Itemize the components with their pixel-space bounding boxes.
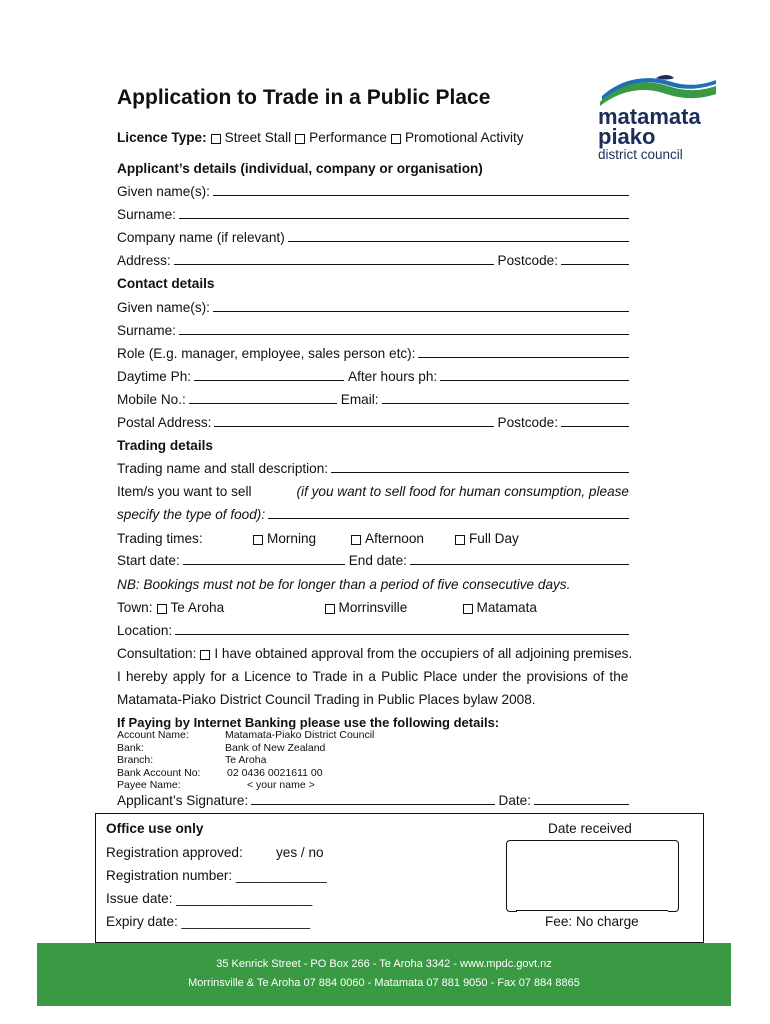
trading-times-row [117, 526, 629, 546]
street-stall-checkbox[interactable] [211, 134, 221, 144]
signature-label: Applicant’s Signature: [117, 793, 249, 808]
banking-details [117, 729, 374, 792]
postcode-label: Postcode: [497, 253, 558, 268]
approved-label: Registration approved: [106, 845, 243, 860]
company-field[interactable] [288, 240, 629, 242]
afternoon-label: Afternoon [365, 531, 424, 546]
signature-date-label: Date: [498, 793, 531, 808]
contact-surname-label: Surname: [117, 323, 176, 338]
date-stamp-bracket-left [506, 840, 517, 912]
mobile-label: Mobile No.: [117, 392, 186, 407]
date-stamp-bracket-right [668, 840, 679, 912]
morning-checkbox[interactable] [253, 535, 263, 545]
fullday-checkbox[interactable] [455, 535, 465, 545]
contact-given-label: Given name(s): [117, 300, 210, 315]
contact-postcode-field[interactable] [561, 425, 629, 427]
performance-checkbox[interactable] [295, 134, 305, 144]
bracket-top-line [516, 840, 668, 841]
postal-label: Postal Address: [117, 415, 212, 430]
items-field[interactable] [268, 517, 629, 519]
te-aroha-checkbox[interactable] [157, 604, 167, 614]
mobile-row [117, 387, 629, 407]
issue-date-label: Issue date: __________________ [106, 891, 313, 906]
contact-surname-field[interactable] [179, 333, 629, 335]
signature-row [117, 788, 629, 808]
licence-type-label: Licence Type: [117, 130, 207, 145]
performance-label: Performance [309, 130, 387, 145]
applicant-given-field[interactable] [213, 194, 629, 196]
banking-row: Bank: Bank of New Zealand [117, 741, 326, 754]
daytime-label: Daytime Ph: [117, 369, 192, 384]
applicant-heading: Applicant’s details (individual, company or organisation) [117, 161, 483, 176]
te-aroha-label: Te Aroha [170, 600, 225, 615]
applicant-given-label: Given name(s): [117, 184, 210, 199]
phone-row [117, 364, 629, 384]
matamata-checkbox[interactable] [463, 604, 473, 614]
matamata-label: Matamata [476, 600, 537, 615]
items-label: Item/s you want to sell [117, 484, 252, 499]
page-title: Application to Trade in a Public Place [117, 86, 491, 109]
role-row [117, 341, 629, 361]
address-field[interactable] [174, 263, 494, 265]
items-note-2: specify the type of food): [117, 507, 266, 522]
contact-given-row [117, 295, 629, 315]
afterhours-label: After hours ph: [348, 369, 438, 384]
location-row [117, 618, 629, 638]
contact-heading: Contact details [117, 276, 215, 291]
banking-row: Branch: Te Aroha [117, 754, 267, 766]
contact-postcode-label: Postcode: [497, 415, 558, 430]
items-note: (if you want to sell food for human consumption, please [296, 484, 629, 499]
trading-times-label: Trading times: [117, 531, 203, 546]
consultation-text: I have obtained approval from the occupiers of all adjoining premises. [214, 646, 633, 661]
address-label: Address: [117, 253, 171, 268]
signature-field[interactable] [251, 803, 494, 805]
promotional-checkbox[interactable] [391, 134, 401, 144]
role-label: Role (E.g. manager, employee, sales person etc): [117, 346, 416, 361]
footer-line-2: Morrinsville & Te Aroha 07 884 0060 - Matamata 07 881 9050 - Fax 07 884 8865 [188, 977, 580, 989]
banking-row: Account Name: Matamata-Piako District Council [117, 729, 375, 741]
afterhours-field[interactable] [440, 379, 629, 381]
items-row-2 [117, 502, 629, 522]
expiry-date-label: Expiry date: _________________ [106, 914, 311, 929]
daytime-field[interactable] [194, 379, 344, 381]
trading-name-label: Trading name and stall description: [117, 461, 329, 476]
consultation-label: Consultation: [117, 646, 197, 661]
banking-heading: If Paying by Internet Banking please use the following details: [117, 715, 500, 730]
dates-row [117, 548, 629, 568]
morrinsville-checkbox[interactable] [325, 604, 335, 614]
registration-number-label: Registration number: ____________ [106, 868, 327, 883]
role-field[interactable] [418, 356, 629, 358]
declaration-line-1: I hereby apply for a Licence to Trade in a Public Place under the provisions of the [117, 669, 629, 684]
town-label: Town: [117, 600, 153, 615]
street-stall-label: Street Stall [224, 130, 292, 145]
location-label: Location: [117, 623, 173, 638]
logo-line-1: matamata [598, 104, 701, 129]
applicant-surname-row [117, 202, 629, 222]
office-use-box [95, 813, 704, 943]
applicant-surname-field[interactable] [179, 217, 629, 219]
fee-label: Fee: No charge [545, 914, 639, 929]
footer-line-1: 35 Kenrick Street - PO Box 266 - Te Aroha 3342 - www.mpdc.govt.nz [216, 958, 552, 970]
fullday-label: Full Day [469, 531, 519, 546]
logo-line-2: piako [598, 124, 656, 149]
town-row [117, 595, 629, 615]
mobile-field[interactable] [189, 402, 337, 404]
email-label: Email: [340, 392, 379, 407]
footer-bar [37, 943, 731, 1006]
afternoon-checkbox[interactable] [351, 535, 361, 545]
company-label: Company name (if relevant) [117, 230, 285, 245]
postal-row [117, 410, 629, 430]
start-date-label: Start date: [117, 553, 180, 568]
office-heading: Office use only [106, 821, 204, 836]
contact-surname-row [117, 318, 629, 338]
council-logo [598, 72, 728, 164]
morrinsville-label: Morrinsville [338, 600, 408, 615]
declaration-line-2: Matamata-Piako District Council Trading in Public Places bylaw 2008. [117, 692, 536, 707]
applicant-surname-label: Surname: [117, 207, 176, 222]
start-date-field[interactable] [183, 563, 345, 565]
end-date-label: End date: [348, 553, 407, 568]
consultation-checkbox[interactable] [200, 650, 210, 660]
consultation-row [117, 641, 662, 661]
company-row [117, 225, 629, 245]
postal-field[interactable] [214, 425, 493, 427]
logo-line-3: district council [598, 147, 683, 162]
bracket-bottom-line [516, 910, 668, 911]
items-row [117, 479, 629, 499]
location-field[interactable] [175, 633, 629, 635]
address-row [117, 248, 629, 268]
trading-name-field[interactable] [331, 471, 629, 473]
contact-given-field[interactable] [213, 310, 629, 312]
banking-row: Bank Account No: 02 0436 0021611 00 [117, 766, 323, 779]
signature-date-field[interactable] [534, 803, 629, 805]
date-received-label: Date received [548, 821, 632, 836]
postcode-field[interactable] [561, 263, 629, 265]
email-field[interactable] [382, 402, 629, 404]
nb-note: NB: Bookings must not be for longer than a period of five consecutive days. [117, 577, 571, 592]
trading-heading: Trading details [117, 438, 213, 453]
yes-no-label: yes / no [276, 845, 324, 860]
licence-type-row [117, 125, 629, 145]
trading-name-row [117, 456, 629, 476]
promotional-label: Promotional Activity [404, 130, 524, 145]
banking-row: Payee Name: < your name > [117, 779, 315, 791]
applicant-given-row [117, 179, 629, 199]
morning-label: Morning [267, 531, 317, 546]
end-date-field[interactable] [410, 563, 629, 565]
